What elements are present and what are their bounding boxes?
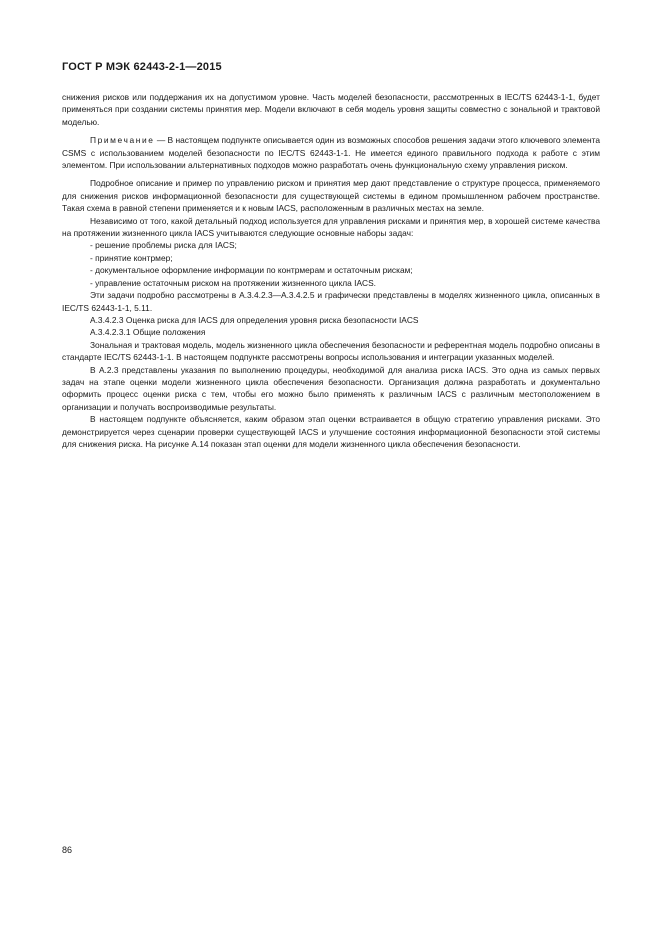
paragraph-task-sets: Независимо от того, какой детальный подход используется для управления рисками и принятия мер, в хорошей системе качества на протяжении жизненного цикла IACS учитываются следующие основные наборы задач:: [62, 215, 600, 239]
note-paragraph: [62, 134, 600, 171]
paragraph-tasks-reference: Эти задачи подробно рассмотрены в A.3.4.2.3—A.3.4.2.5 и графически представлены в моделях жизненного цикла, описанных в IEC/TS 62443-1-1, 5.11.: [62, 290, 600, 313]
section-heading: A.3.4.2.3 Оценка риска для IACS для определения уровня риска безопасности IACS: [90, 314, 419, 325]
subsection-heading: A.3.4.2.3.1 Общие положения: [90, 327, 206, 338]
paragraph-models: Зональная и трактовая модель, модель жизненного цикла обеспечения безопасности и референтная модель подробно описаны в стандарте IEC/TS 62443-1-1. В настоящем подпункте рассмотрены вопросы использования и интеграции указанных моделей.: [62, 339, 600, 363]
paragraph-assessment-stage: В настоящем подпункте объясняется, каким образом этап оценки встраивается в общую стратегию управления рисками. Это демонстрируется через сценарии проверки существующей IACS и улучшение состояния информационной безопасности этой системы для снижения риска. На рисунке A.14 показан этап оценки для модели жизненного цикла обеспечения безопасности.: [62, 414, 600, 449]
paragraph-process-structure: Подробное описание и пример по управлению риском и принятия мер дают представление о структуре процесса, применяемого для снижения рисков информационной безопасности для существующей системы в едином промышленном рабочем пространстве. Такая схема в равной степени применяется и к новым IACS, расположенным в различных местах на земле.: [62, 178, 600, 214]
list-item: - решение проблемы риска для IACS;: [90, 240, 237, 251]
page-number: 86: [62, 845, 73, 855]
note-label: Примечание: [90, 135, 155, 146]
document-header: ГОСТ Р МЭК 62443-2-1—2015: [62, 61, 222, 73]
page-content: [62, 91, 600, 450]
list-item: - документальное оформление информации по контрмерам и остаточным рискам;: [90, 265, 413, 276]
list-item: - принятие контрмер;: [90, 252, 173, 263]
paragraph-risk-analysis: В A.2.3 представлены указания по выполнению процедуры, необходимой для анализа риска IACS. Это одна из самых первых задач на этапе оценки модели жизненного цикла обеспечения безопасности. Организация должна разработать и документально оформить процесс оценки риска с тем, чтобы его можно было применять к различным IACS с различным местоположением в организации и получать воспроизводимые результаты.: [62, 364, 600, 412]
note-text: — В настоящем подпункте описывается один из возможных способов решения задачи этого ключевого элемента CSMS с использованием моделей безопасности по IEC/TS 62443-1-1. Не имеется единого правильного подхода к работе с этим элементом. При использовании альтернативных подходов можно разработать очень функциональную схему управления риском.: [62, 135, 600, 171]
list-item: - управление остаточным риском на протяжении жизненного цикла IACS.: [90, 277, 376, 288]
paragraph-continuation: снижения рисков или поддержания их на допустимом уровне. Часть моделей безопасности, рассмотренных в IEC/TS 62443-1-1, будет применяться при создании системы принятия мер. Модели включают в себя модель уровня защиты совместно с зональной и трактовой моделью.: [62, 92, 600, 127]
